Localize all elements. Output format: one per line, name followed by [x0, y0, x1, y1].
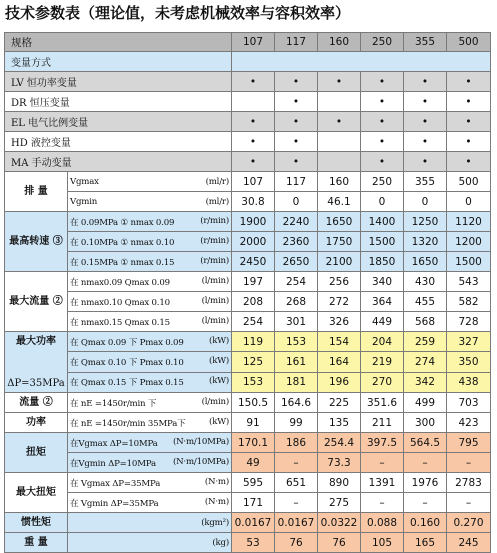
- displacement-value: 46.1: [318, 192, 361, 212]
- inertia-sublabel-unit: (kgm²): [201, 517, 229, 528]
- flow-sublabel-text: 在 nE =1450r/min 下: [70, 398, 157, 409]
- flow-value: 164.6: [275, 393, 318, 413]
- control-dot: •: [447, 72, 491, 92]
- displacement-value: 107: [232, 172, 275, 192]
- displacement-value: 0: [275, 192, 318, 212]
- max-power-group-text: 最大功率: [16, 336, 56, 347]
- max-power-sublabel-text: 在 Qmax 0.09 下 Pmax 0.09: [70, 337, 184, 348]
- control-row: [5, 92, 491, 112]
- max-flow-row: [5, 272, 491, 292]
- max-torque-value: 275: [318, 493, 361, 513]
- max-torque-row: [5, 493, 491, 513]
- max-speed-value: 1500: [447, 252, 491, 272]
- max-power-value: 119: [232, 332, 275, 352]
- max-power-value: 196: [318, 372, 361, 392]
- max-power-sublabel-text: 在 Qmax 0.10 下 Pmax 0.10: [70, 357, 184, 368]
- control-dot: •: [361, 112, 404, 132]
- max-torque-value: 890: [318, 473, 361, 493]
- max-power-value: 161: [275, 352, 318, 372]
- max-flow-value: 254: [232, 312, 275, 332]
- max-flow-sublabel: [68, 292, 232, 312]
- control-dot: •: [232, 112, 275, 132]
- displacement-value: 117: [275, 172, 318, 192]
- torque-sublabel: [68, 433, 232, 453]
- max-speed-value: 1400: [361, 212, 404, 232]
- control-dot: •: [447, 92, 491, 112]
- max-speed-sublabel-text: 在 0.10MPa ① nmax 0.10: [70, 237, 175, 248]
- max-power-value: 350: [447, 352, 491, 372]
- control-dot: •: [275, 72, 318, 92]
- max-power-value: 327: [447, 332, 491, 352]
- max-speed-value: 2000: [232, 232, 275, 252]
- max-power-sublabel: [68, 372, 232, 392]
- control-dot: •: [275, 92, 318, 112]
- displacement-value: 500: [447, 172, 491, 192]
- max-flow-value: 430: [404, 272, 447, 292]
- max-flow-group-label: 最大流量 ②: [5, 272, 68, 332]
- max-speed-row: [5, 232, 491, 252]
- max-torque-value: 2783: [447, 473, 491, 493]
- torque-value: 170.1: [232, 433, 275, 453]
- displacement-value: 0: [404, 192, 447, 212]
- page-title: 技术参数表（理论值，未考虑机械效率与容积效率）: [5, 4, 351, 22]
- displacement-sublabel-text: Vgmax: [70, 176, 99, 187]
- max-flow-sublabel-text: 在 nmax0.15 Qmax 0.15: [70, 317, 170, 328]
- max-flow-sublabel-unit: (l/min): [201, 315, 229, 326]
- control-label: EL 电气比例变量: [5, 112, 232, 132]
- power-value: 99: [275, 413, 318, 433]
- size-117: 117: [275, 33, 318, 52]
- max-speed-value: 1650: [318, 212, 361, 232]
- control-label: HD 液控变量: [5, 132, 232, 152]
- torque-value: –: [275, 453, 318, 473]
- flow-sublabel: [68, 393, 232, 413]
- control-header-label: 变量方式: [5, 52, 232, 72]
- max-torque-value: 651: [275, 473, 318, 493]
- max-speed-sublabel-unit: (r/min): [200, 215, 229, 226]
- max-flow-value: 568: [404, 312, 447, 332]
- inertia-value: 0.270: [447, 513, 491, 533]
- max-power-value: 274: [404, 352, 447, 372]
- weight-value: 53: [232, 533, 275, 553]
- control-dot: [318, 152, 361, 172]
- max-flow-value: 254: [275, 272, 318, 292]
- control-dot: •: [232, 152, 275, 172]
- control-dot: •: [232, 72, 275, 92]
- max-torque-value: 171: [232, 493, 275, 513]
- max-power-value: 342: [404, 372, 447, 392]
- max-flow-value: 208: [232, 292, 275, 312]
- control-header-row: [5, 52, 491, 72]
- control-dot: •: [361, 152, 404, 172]
- torque-value: 73.3: [318, 453, 361, 473]
- flow-value: 225: [318, 393, 361, 413]
- control-dot: •: [404, 112, 447, 132]
- displacement-value: 355: [404, 172, 447, 192]
- max-speed-row: [5, 212, 491, 232]
- max-power-value: 219: [361, 352, 404, 372]
- max-torque-sublabel-text: 在 Vgmax ΔP=35MPa: [70, 478, 161, 489]
- max-flow-value: 268: [275, 292, 318, 312]
- max-flow-value: 256: [318, 272, 361, 292]
- max-speed-value: 2240: [275, 212, 318, 232]
- control-dot: [232, 92, 275, 112]
- control-dot: [318, 92, 361, 112]
- max-speed-group-label: 最高转速 ③: [5, 212, 68, 272]
- max-torque-value: –: [404, 493, 447, 513]
- max-speed-value: 2650: [275, 252, 318, 272]
- torque-value: –: [361, 453, 404, 473]
- max-torque-sublabel: [68, 473, 232, 493]
- control-dot: •: [275, 112, 318, 132]
- torque-value: 49: [232, 453, 275, 473]
- max-flow-value: 326: [318, 312, 361, 332]
- power-value: 211: [361, 413, 404, 433]
- header-row: [5, 33, 491, 52]
- power-value: 300: [404, 413, 447, 433]
- max-power-row: [5, 372, 491, 392]
- power-value: 91: [232, 413, 275, 433]
- power-sublabel: [68, 413, 232, 433]
- displacement-value: 0: [447, 192, 491, 212]
- max-speed-value: 1850: [361, 252, 404, 272]
- weight-value: 165: [404, 533, 447, 553]
- size-355: 355: [404, 33, 447, 52]
- control-row: [5, 72, 491, 92]
- displacement-group-label: 排 量: [5, 172, 68, 212]
- torque-value: 186: [275, 433, 318, 453]
- control-dot: •: [447, 152, 491, 172]
- max-power-value: 438: [447, 372, 491, 392]
- max-flow-value: 582: [447, 292, 491, 312]
- max-power-value: 153: [232, 372, 275, 392]
- max-torque-value: –: [275, 493, 318, 513]
- weight-value: 245: [447, 533, 491, 553]
- control-dot: •: [361, 132, 404, 152]
- max-power-value: 181: [275, 372, 318, 392]
- max-speed-sublabel: [68, 252, 232, 272]
- control-dot: •: [318, 72, 361, 92]
- torque-value: 564.5: [404, 433, 447, 453]
- max-speed-value: 1650: [404, 252, 447, 272]
- max-speed-value: 1250: [404, 212, 447, 232]
- max-flow-value: 197: [232, 272, 275, 292]
- max-speed-value: 1900: [232, 212, 275, 232]
- flow-sublabel-unit: (l/min): [201, 396, 229, 407]
- max-flow-sublabel-text: 在 nmax0.10 Qmax 0.10: [70, 297, 170, 308]
- inertia-value: 0.160: [404, 513, 447, 533]
- control-label: DR 恒压变量: [5, 92, 232, 112]
- control-dot: •: [232, 132, 275, 152]
- max-speed-value: 2450: [232, 252, 275, 272]
- max-torque-sublabel-unit: (N·m): [204, 496, 229, 507]
- max-power-value: 204: [361, 332, 404, 352]
- max-speed-sublabel-unit: (r/min): [200, 255, 229, 266]
- inertia-sublabel: [68, 513, 232, 533]
- inertia-group-label: 惯性矩: [5, 513, 68, 533]
- flow-value: 150.5: [232, 393, 275, 413]
- max-power-value: 164: [318, 352, 361, 372]
- torque-sublabel-text: 在Vgmax ΔP=10MPa: [70, 438, 158, 449]
- control-dot: •: [318, 112, 361, 132]
- control-dot: •: [404, 152, 447, 172]
- max-speed-value: 1750: [318, 232, 361, 252]
- inertia-value: 0.088: [361, 513, 404, 533]
- control-dot: •: [404, 92, 447, 112]
- control-dot: •: [275, 132, 318, 152]
- torque-value: –: [404, 453, 447, 473]
- max-flow-value: 543: [447, 272, 491, 292]
- max-power-value: 259: [404, 332, 447, 352]
- control-header-fill: [232, 52, 491, 72]
- max-flow-sublabel: [68, 312, 232, 332]
- spec-table: [4, 32, 491, 553]
- max-speed-value: 1200: [447, 232, 491, 252]
- max-speed-sublabel: [68, 212, 232, 232]
- max-flow-value: 272: [318, 292, 361, 312]
- max-torque-group-label: 最大扭矩: [5, 473, 68, 513]
- max-power-value: 270: [361, 372, 404, 392]
- power-sublabel-text: 在 nE =1450r/min 35MPa下: [70, 418, 186, 429]
- max-speed-sublabel-text: 在 0.15MPa ① nmax 0.15: [70, 257, 175, 268]
- weight-group-label: 重 量: [5, 533, 68, 553]
- max-power-sublabel-unit: (kW): [209, 335, 229, 346]
- power-value: 423: [447, 413, 491, 433]
- max-flow-value: 728: [447, 312, 491, 332]
- torque-value: 795: [447, 433, 491, 453]
- max-power-sublabel-unit: (kW): [209, 355, 229, 366]
- max-torque-value: –: [447, 493, 491, 513]
- size-160: 160: [318, 33, 361, 52]
- torque-sublabel-unit: (N·m/10MPa): [172, 456, 229, 467]
- displacement-sublabel-unit: (ml/r): [205, 196, 229, 207]
- control-dot: •: [361, 72, 404, 92]
- max-power-row: [5, 352, 491, 372]
- max-flow-sublabel-unit: (l/min): [201, 295, 229, 306]
- max-speed-sublabel-unit: (r/min): [200, 235, 229, 246]
- flow-value: 499: [404, 393, 447, 413]
- flow-row: [5, 393, 491, 413]
- max-flow-sublabel: [68, 272, 232, 292]
- max-flow-sublabel-unit: (l/min): [201, 275, 229, 286]
- max-torque-sublabel-text: 在 Vgmin ΔP=35MPa: [70, 498, 159, 509]
- torque-sublabel-text: 在Vgmin ΔP=10MPa: [70, 458, 156, 469]
- torque-value: 397.5: [361, 433, 404, 453]
- size-500: 500: [447, 33, 491, 52]
- displacement-sublabel: [68, 192, 232, 212]
- flow-group-label: 流量 ②: [5, 393, 68, 413]
- displacement-sublabel-text: Vgmin: [70, 196, 98, 207]
- max-flow-value: 340: [361, 272, 404, 292]
- torque-group-label: 扭矩: [5, 433, 68, 473]
- max-torque-value: 1391: [361, 473, 404, 493]
- max-speed-value: 1500: [361, 232, 404, 252]
- torque-sublabel: [68, 453, 232, 473]
- power-group-label: 功率: [5, 413, 68, 433]
- power-sublabel-unit: (kW): [209, 416, 229, 427]
- weight-sublabel-unit: (kg): [212, 537, 229, 548]
- max-torque-value: 595: [232, 473, 275, 493]
- control-row: [5, 112, 491, 132]
- max-flow-sublabel-text: 在 nmax0.09 Qmax 0.09: [70, 277, 170, 288]
- max-speed-value: 2100: [318, 252, 361, 272]
- displacement-row: [5, 192, 491, 212]
- torque-sublabel-unit: (N·m/10MPa): [172, 436, 229, 447]
- max-speed-value: 2360: [275, 232, 318, 252]
- displacement-sublabel: [68, 172, 232, 192]
- max-torque-sublabel-unit: (N·m): [204, 476, 229, 487]
- max-speed-value: 1120: [447, 212, 491, 232]
- max-torque-value: 1976: [404, 473, 447, 493]
- max-speed-row: [5, 252, 491, 272]
- max-torque-row: [5, 473, 491, 493]
- control-label: MA 手动变量: [5, 152, 232, 172]
- power-row: [5, 413, 491, 433]
- displacement-value: 160: [318, 172, 361, 192]
- max-power-value: 154: [318, 332, 361, 352]
- torque-row: [5, 433, 491, 453]
- max-power-value: 153: [275, 332, 318, 352]
- max-power-group-subtext: ΔP=35MPa: [7, 378, 65, 389]
- weight-value: 76: [275, 533, 318, 553]
- weight-value: 105: [361, 533, 404, 553]
- inertia-value: 0.0322: [318, 513, 361, 533]
- displacement-value: 0: [361, 192, 404, 212]
- max-speed-sublabel-text: 在 0.09MPa ① nmax 0.09: [70, 217, 175, 228]
- torque-value: –: [447, 453, 491, 473]
- control-row: [5, 152, 491, 172]
- header-label: 规格: [5, 33, 232, 52]
- max-torque-value: –: [361, 493, 404, 513]
- max-power-sublabel: [68, 332, 232, 352]
- max-power-row: [5, 332, 491, 352]
- flow-value: 703: [447, 393, 491, 413]
- max-power-sublabel-unit: (kW): [209, 376, 229, 387]
- control-dot: [318, 132, 361, 152]
- displacement-value: 30.8: [232, 192, 275, 212]
- control-dot: •: [404, 132, 447, 152]
- flow-value: 351.6: [361, 393, 404, 413]
- max-flow-value: 301: [275, 312, 318, 332]
- displacement-sublabel-unit: (ml/r): [205, 176, 229, 187]
- inertia-value: 0.0167: [232, 513, 275, 533]
- max-flow-row: [5, 312, 491, 332]
- inertia-value: 0.0167: [275, 513, 318, 533]
- max-flow-value: 364: [361, 292, 404, 312]
- spec-table-wrapper: [4, 32, 490, 553]
- max-power-group-label: [5, 332, 68, 393]
- control-row: [5, 132, 491, 152]
- displacement-value: 250: [361, 172, 404, 192]
- power-value: 135: [318, 413, 361, 433]
- max-speed-sublabel: [68, 232, 232, 252]
- control-label: LV 恒功率变量: [5, 72, 232, 92]
- displacement-row: [5, 172, 491, 192]
- max-flow-row: [5, 292, 491, 312]
- size-250: 250: [361, 33, 404, 52]
- control-dot: •: [275, 152, 318, 172]
- control-dot: •: [447, 112, 491, 132]
- weight-value: 76: [318, 533, 361, 553]
- size-107: 107: [232, 33, 275, 52]
- max-flow-value: 455: [404, 292, 447, 312]
- max-power-value: 125: [232, 352, 275, 372]
- inertia-row: [5, 513, 491, 533]
- max-torque-sublabel: [68, 493, 232, 513]
- max-power-sublabel-text: 在 Qmax 0.15 下 Pmax 0.15: [70, 378, 184, 389]
- control-dot: •: [361, 92, 404, 112]
- max-speed-value: 1320: [404, 232, 447, 252]
- max-power-sublabel: [68, 352, 232, 372]
- control-dot: •: [404, 72, 447, 92]
- torque-value: 254.4: [318, 433, 361, 453]
- control-dot: •: [447, 132, 491, 152]
- max-flow-value: 449: [361, 312, 404, 332]
- torque-row: [5, 453, 491, 473]
